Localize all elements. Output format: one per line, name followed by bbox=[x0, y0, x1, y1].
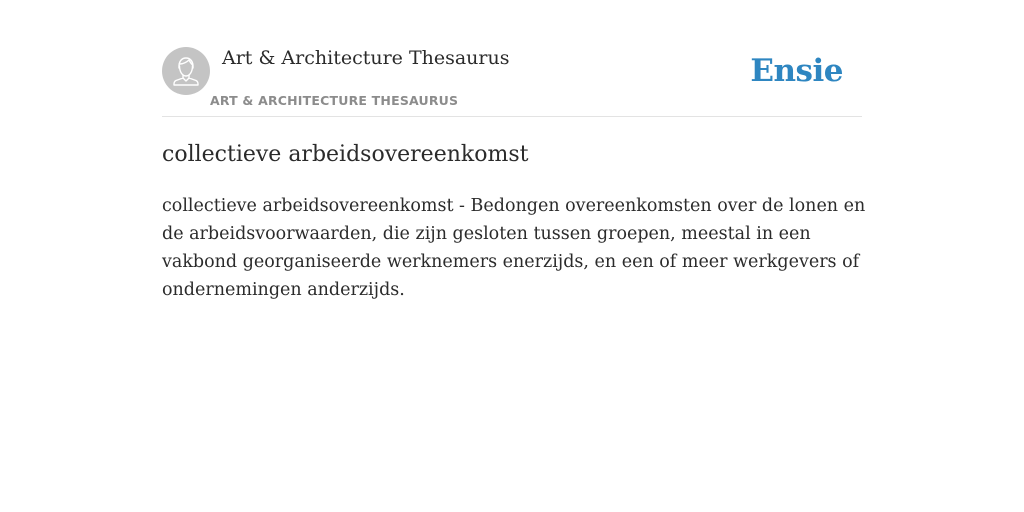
page-title: collectieve arbeidsovereenkomst bbox=[162, 142, 529, 167]
ensie-logo[interactable]: Ensie bbox=[750, 53, 843, 89]
definition-text: collectieve arbeidsovereenkomst - Bedongen overeenkomsten over de lonen en de arbeidsvoorwaarden, die zijn gesloten tussen groepen, meestal in een vakbond georganiseerde werknemers enerzijds, en een of meer werkgevers of ondernemingen anderzijds. bbox=[162, 196, 866, 300]
entry-header bbox=[162, 46, 862, 117]
source-subtitle: ART & ARCHITECTURE THESAURUS bbox=[210, 93, 459, 108]
avatar[interactable] bbox=[162, 47, 210, 95]
user-silhouette-icon bbox=[162, 47, 210, 95]
source-title-link[interactable]: Art & Architecture Thesaurus bbox=[222, 47, 510, 69]
